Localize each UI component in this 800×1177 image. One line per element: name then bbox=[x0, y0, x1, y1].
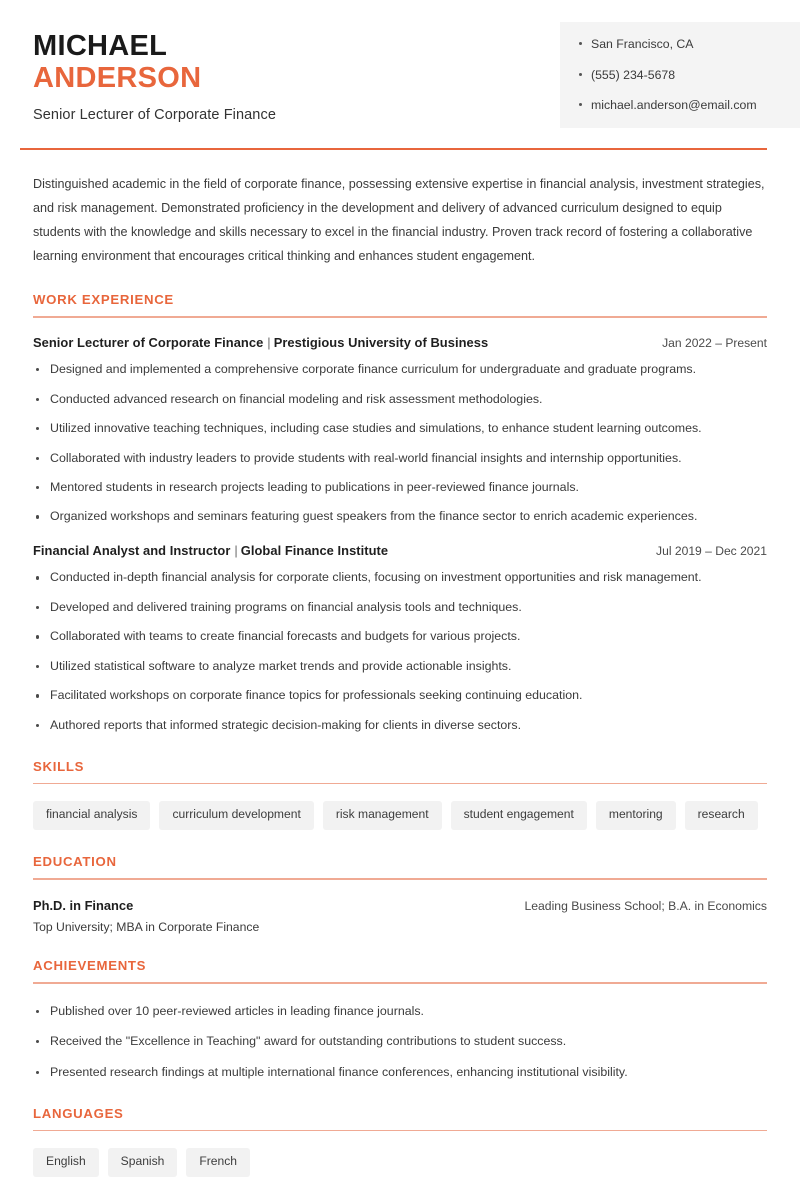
experience-bullets bbox=[33, 361, 767, 526]
bullet-item: Developed and delivered training programs on financial analysis tools and techniques. bbox=[33, 599, 767, 617]
skill-chip: financial analysis bbox=[33, 801, 150, 830]
section-divider bbox=[33, 783, 767, 785]
experience-entry bbox=[33, 335, 767, 526]
education-entry bbox=[33, 898, 767, 934]
name-last-line bbox=[33, 62, 560, 94]
experience-title bbox=[33, 543, 388, 558]
language-chip: English bbox=[33, 1148, 99, 1177]
section-education bbox=[33, 854, 767, 934]
achievements-list bbox=[33, 1003, 767, 1082]
last-name: ANDERSON bbox=[33, 62, 202, 95]
section-languages bbox=[33, 1106, 767, 1177]
resume-content bbox=[0, 172, 800, 1177]
experience-title bbox=[33, 335, 488, 350]
bullet-item: Designed and implemented a comprehensive corporate finance curriculum for undergraduate and graduate programs. bbox=[33, 361, 767, 379]
skill-chip: curriculum development bbox=[159, 801, 313, 830]
bullet-item: Published over 10 peer-reviewed articles in leading finance journals. bbox=[33, 1003, 767, 1021]
experience-bullets bbox=[33, 569, 767, 734]
skill-chip: risk management bbox=[323, 801, 442, 830]
first-name: MICHAEL bbox=[33, 30, 168, 62]
bullet-item: Collaborated with industry leaders to provide students with real-world financial insights and internship opportunities. bbox=[33, 450, 767, 468]
section-title-languages: LANGUAGES bbox=[33, 1105, 124, 1121]
contact-email[interactable]: michael.anderson@email.com bbox=[578, 97, 784, 114]
experience-dates: Jul 2019 – Dec 2021 bbox=[656, 544, 767, 559]
section-title-work-experience: WORK EXPERIENCE bbox=[33, 292, 174, 308]
contact-list bbox=[578, 36, 784, 114]
section-title-skills: SKILLS bbox=[33, 758, 85, 774]
skill-chip: mentoring bbox=[596, 801, 676, 830]
job-title: Senior Lecturer of Corporate Finance bbox=[33, 106, 276, 123]
skill-chip: student engagement bbox=[451, 801, 587, 830]
bullet-item: Collaborated with teams to create financial forecasts and budgets for various projects. bbox=[33, 628, 767, 646]
professional-summary: Distinguished academic in the field of corporate finance, possessing extensive expertise in financial analysis, investment strategies, and risk management. Demonstrated proficiency in the development and delivery of advanced curriculum designed to equip students with the knowledge and skills necessary to excel in the financial industry. Proven track record of fostering a collaborative learning environment that encourages critical thinking and enhances student engagement. bbox=[33, 176, 765, 264]
bullet-item: Mentored students in research projects leading to publications in peer-reviewed finance journals. bbox=[33, 479, 767, 497]
education-institution: Leading Business School; B.A. in Economics bbox=[524, 898, 767, 913]
languages-chip-list bbox=[33, 1148, 767, 1177]
experience-organization: Prestigious University of Business bbox=[273, 335, 489, 351]
bullet-item: Utilized statistical software to analyze market trends and provide actionable insights. bbox=[33, 658, 767, 676]
bullet-item: Received the "Excellence in Teaching" award for outstanding contributions to student success. bbox=[33, 1033, 767, 1051]
section-title-achievements: ACHIEVEMENTS bbox=[33, 957, 147, 973]
section-divider bbox=[33, 1130, 767, 1132]
language-chip: French bbox=[186, 1148, 250, 1177]
bullet-item: Organized workshops and seminars featuring guest speakers from the finance sector to enrich academic experiences. bbox=[33, 508, 767, 526]
section-work-experience bbox=[33, 292, 767, 734]
title-separator: | bbox=[234, 543, 238, 559]
title-separator: | bbox=[267, 335, 271, 351]
bullet-item: Presented research findings at multiple international finance conferences, enhancing institutional visibility. bbox=[33, 1064, 767, 1082]
name-first-line bbox=[33, 30, 560, 62]
experience-header bbox=[33, 335, 767, 350]
section-achievements bbox=[33, 958, 767, 1082]
experience-header bbox=[33, 543, 767, 558]
education-header bbox=[33, 898, 767, 913]
bullet-item: Conducted in-depth financial analysis for corporate clients, focusing on investment opportunities and risk management. bbox=[33, 569, 767, 587]
header-identity bbox=[0, 22, 560, 123]
education-subtext: Top University; MBA in Corporate Finance bbox=[33, 919, 260, 934]
resume-header bbox=[0, 0, 800, 128]
education-degree: Ph.D. in Finance bbox=[33, 897, 134, 913]
section-skills bbox=[33, 759, 767, 831]
contact-location: San Francisco, CA bbox=[578, 36, 784, 53]
experience-role: Financial Analyst and Instructor bbox=[33, 543, 231, 559]
contact-phone[interactable]: (555) 234-5678 bbox=[578, 67, 784, 84]
section-title-education: EDUCATION bbox=[33, 854, 117, 870]
section-divider bbox=[33, 316, 767, 318]
skills-chip-list bbox=[33, 801, 767, 830]
contact-box bbox=[560, 22, 800, 128]
section-divider bbox=[33, 878, 767, 880]
experience-entry bbox=[33, 543, 767, 734]
experience-dates: Jan 2022 – Present bbox=[662, 336, 767, 351]
bullet-item: Authored reports that informed strategic decision-making for clients in diverse sectors. bbox=[33, 717, 767, 735]
experience-organization: Global Finance Institute bbox=[240, 543, 389, 559]
language-chip: Spanish bbox=[108, 1148, 178, 1177]
bullet-item: Utilized innovative teaching techniques, including case studies and simulations, to enhance student learning outcomes. bbox=[33, 420, 767, 438]
bullet-item: Conducted advanced research on financial modeling and risk assessment methodologies. bbox=[33, 391, 767, 409]
experience-role: Senior Lecturer of Corporate Finance bbox=[33, 335, 264, 351]
section-divider bbox=[33, 982, 767, 984]
skill-chip: research bbox=[685, 801, 758, 830]
bullet-item: Facilitated workshops on corporate finance topics for professionals seeking continuing education. bbox=[33, 687, 767, 705]
header-divider bbox=[20, 148, 767, 150]
